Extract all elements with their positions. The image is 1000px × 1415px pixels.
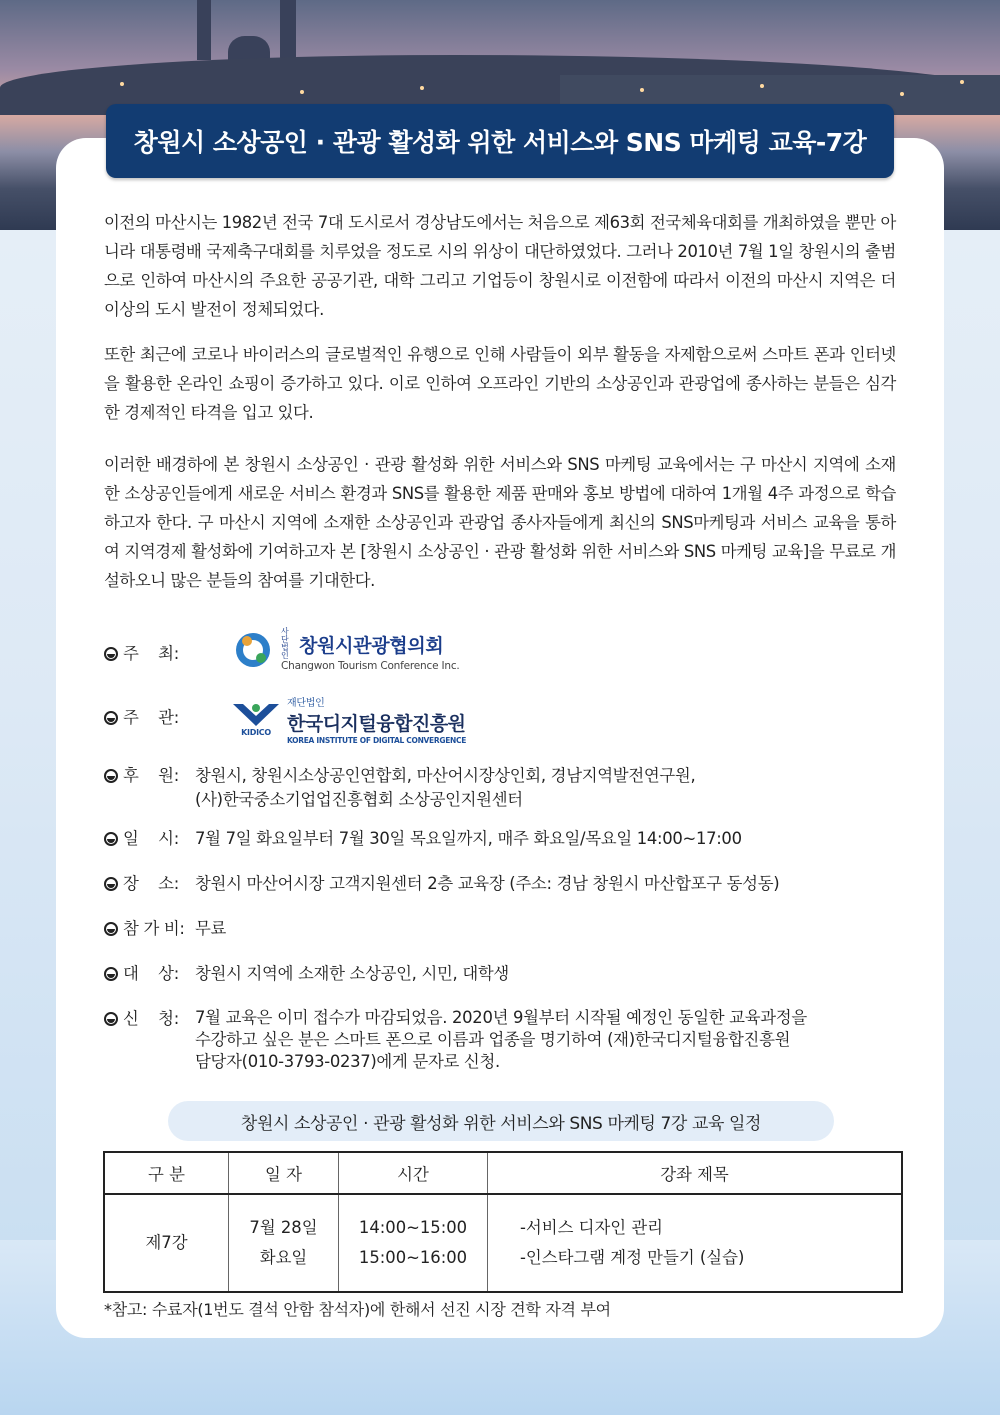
kidico-v-emblem-icon bbox=[231, 702, 281, 728]
info-label: 일 시: bbox=[123, 829, 179, 848]
info-label: 주 관: bbox=[123, 708, 179, 727]
topic-1: -서비스 디자인 관리 bbox=[520, 1218, 664, 1237]
topic-cell bbox=[488, 1194, 903, 1292]
info-label: 대 상: bbox=[123, 964, 179, 983]
bullet-icon bbox=[104, 877, 118, 891]
header-topic: 강좌 제목 bbox=[488, 1152, 903, 1194]
date-value: 7월 7일 화요일부터 7월 30일 목요일까지, 매주 화요일/목요일 14:00~17:00 bbox=[195, 829, 742, 848]
bullet-icon bbox=[104, 832, 118, 846]
logo-name: 창원시관광협의회 bbox=[299, 634, 444, 657]
info-label: 신 청: bbox=[123, 1009, 179, 1028]
target-value: 창원시 지역에 소재한 소상공인, 시민, 대학생 bbox=[195, 964, 509, 983]
bullet-icon bbox=[104, 922, 118, 936]
info-host bbox=[104, 627, 460, 672]
info-label: 주 최: bbox=[123, 644, 179, 663]
info-fee bbox=[104, 917, 226, 947]
apply-line-1: 7월 교육은 이미 접수가 마감되었음. 2020년 9월부터 시작될 예정인 동일한 교육과정을 bbox=[195, 1008, 807, 1027]
fee-value: 무료 bbox=[195, 919, 227, 938]
session-cell: 제7강 bbox=[145, 1233, 188, 1252]
logo-name: 한국디지털융합진흥원 bbox=[287, 713, 466, 735]
time-cell bbox=[339, 1194, 488, 1292]
logo-badge: 재단법인 bbox=[287, 698, 325, 709]
day-text: 화요일 bbox=[259, 1248, 308, 1267]
changwon-tourism-emblem-icon bbox=[231, 630, 275, 670]
date-text: 7월 28일 bbox=[249, 1218, 318, 1237]
apply-line-3: 담당자(010-3793-0237)에게 문자로 신청. bbox=[195, 1052, 500, 1071]
info-date bbox=[104, 827, 742, 857]
info-target bbox=[104, 962, 509, 992]
table-row bbox=[104, 1194, 902, 1292]
logo-badge: 사단 법인 bbox=[281, 627, 289, 660]
header-date: 일 자 bbox=[229, 1152, 339, 1194]
logo-english: KOREA INSTITUTE OF DIGITAL CONVERGENCE bbox=[287, 736, 467, 745]
page-title: 창원시 소상공인 · 관광 활성화 위한 서비스와 SNS 마케팅 교육-7강 bbox=[106, 104, 894, 178]
info-label: 장 소: bbox=[123, 874, 179, 893]
table-header-row bbox=[104, 1152, 902, 1194]
changwon-tourism-logo bbox=[231, 628, 460, 672]
info-place bbox=[104, 872, 779, 902]
bullet-icon bbox=[104, 769, 118, 783]
sponsor-line-1: 창원시, 창원시소상공인연합회, 마산어시장상인회, 경남지역발전연구원, bbox=[195, 766, 696, 785]
info-organizer bbox=[104, 698, 467, 745]
footnote: *참고: 수료자(1번도 결석 안함 참석자)에 한해서 선진 시장 견학 자격 부여 bbox=[104, 1300, 611, 1319]
time-slot-1: 14:00~15:00 bbox=[358, 1218, 468, 1237]
time-slot-2: 15:00~16:00 bbox=[358, 1248, 468, 1267]
kidico-logo bbox=[227, 694, 466, 745]
place-value: 창원시 마산어시장 고객지원센터 2층 교육장 (주소: 경남 창원시 마산합포구 동성동) bbox=[195, 874, 780, 893]
bullet-icon bbox=[104, 647, 118, 661]
schedule-title: 창원시 소상공인 · 관광 활성화 위한 서비스와 SNS 마케팅 7강 교육 일정 bbox=[168, 1101, 834, 1141]
topic-2: -인스타그램 계정 만들기 (실습) bbox=[520, 1248, 745, 1267]
sponsor-line-2: (사)한국중소기업업진흥협회 소상공인지원센터 bbox=[195, 790, 523, 809]
apply-line-2: 수강하고 싶은 분은 스마트 폰으로 이름과 업종을 명기하여 (재)한국디지털융합진흥원 bbox=[195, 1030, 791, 1049]
schedule-table bbox=[103, 1151, 903, 1293]
intro-paragraph-3: 이러한 배경하에 본 창원시 소상공인 · 관광 활성화 위한 서비스와 SNS 마케팅 교육에서는 구 마산시 지역에 소재한 소상공인들에게 새로운 서비스 환경과 SNS를 활용한 제품 판매와 홍보 방법에 대하여 1개월 4주 과정으로 학습하고자 한다. 구 마산시 지역에 소재한 소상공인과 관광업 종사자들에게 최신의 SNS마케팅과 서비스 교육을 통하여 지역경제 활성화에 기여하고자 본 [창원시 소상공인 · 관광 활성화 위한 서비스와 SNS 마케팅 교육]을 무료로 개설하오니 많은 분들의 참여를 기대한다. bbox=[104, 455, 896, 590]
info-label: 후 원: bbox=[123, 766, 179, 785]
bullet-icon bbox=[104, 1012, 118, 1026]
header-session: 구 분 bbox=[104, 1152, 229, 1194]
intro-paragraph-2: 또한 최근에 코로나 바이러스의 글로벌적인 유행으로 인해 사람들이 외부 활동을 자제함으로써 스마트 폰과 인터넷을 활용한 온라인 쇼핑이 증가하고 있다. 이로 인하여 오프라인 기반의 소상공인과 관광업에 종사하는 분들은 심각한 경제적인 타격을 입고 있다. bbox=[104, 345, 896, 422]
info-apply bbox=[104, 1007, 807, 1077]
logo-abbr: KIDICO bbox=[241, 728, 271, 737]
bullet-icon bbox=[104, 967, 118, 981]
info-sponsor bbox=[104, 764, 695, 814]
info-label: 참 가 비: bbox=[123, 919, 185, 938]
header-time: 시간 bbox=[339, 1152, 488, 1194]
logo-english: Changwon Tourism Conference Inc. bbox=[281, 660, 460, 672]
bullet-icon bbox=[104, 711, 118, 725]
date-cell bbox=[229, 1194, 339, 1292]
intro-paragraph-1: 이전의 마산시는 1982년 전국 7대 도시로서 경상남도에서는 처음으로 제63회 전국체육대회를 개최하였을 뿐만 아니라 대통령배 국제축구대회를 치루었을 정도로 시의 위상이 대단하였었다. 그러나 2010년 7월 1일 창원시의 출범으로 인하여 마산시의 주요한 공공기관, 대학 그리고 기업등이 창원시로 이전함에 따라서 이전의 마산시 지역은 더 이상의 도시 발전이 정체되었다. bbox=[104, 213, 896, 319]
